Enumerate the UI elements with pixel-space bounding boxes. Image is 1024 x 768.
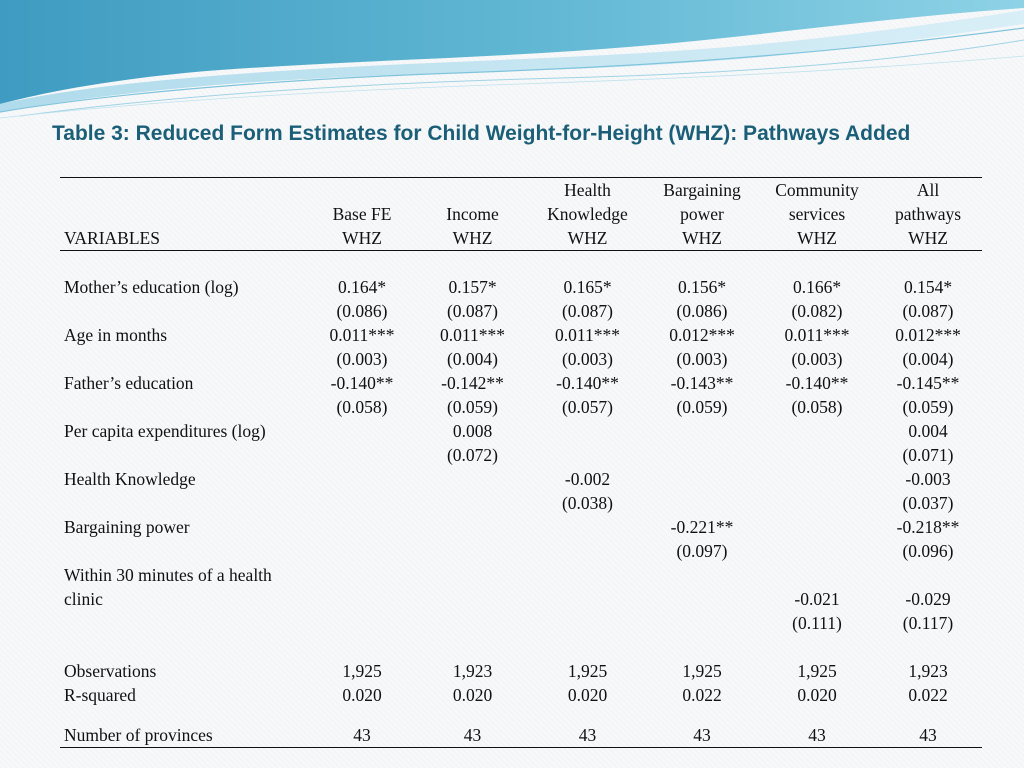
row-label: clinic [64, 589, 103, 609]
table-row [60, 539, 982, 563]
table-cell: (0.057) [561, 397, 614, 417]
table-cell: (0.059) [902, 397, 954, 417]
table-cell: 1,923 [908, 661, 948, 681]
table-cell: (0.111) [792, 613, 842, 633]
header-row [60, 178, 982, 203]
table-cell [760, 563, 874, 587]
table-cell: Income [446, 204, 499, 224]
row-label [60, 539, 310, 563]
table-cell: 0.012*** [669, 325, 735, 345]
table-cell: (0.072) [446, 445, 499, 465]
header-wave-decoration [0, 0, 1024, 120]
table-cell: (0.059) [676, 397, 728, 417]
table-row [60, 587, 982, 611]
table-cell: 43 [414, 723, 531, 748]
table-cell [531, 443, 644, 467]
table-cell [310, 178, 414, 203]
table-cell: 0.156* [677, 277, 727, 297]
table-cell: power [680, 204, 724, 224]
row-label: Within 30 minutes of a health [64, 565, 272, 585]
table-cell [531, 515, 644, 539]
table-cell: 1,925 [682, 661, 722, 681]
table-cell: (0.059) [446, 397, 499, 417]
regression-table [60, 177, 982, 748]
row-label [60, 491, 310, 515]
table-cell [310, 539, 414, 563]
table-cell: (0.117) [902, 613, 954, 633]
table-cell: 0.022 [908, 685, 948, 705]
table-cell: (0.037) [902, 493, 954, 513]
table-cell: (0.086) [676, 301, 728, 321]
table-cell [310, 587, 414, 611]
table-cell: 0.012*** [895, 325, 961, 345]
slide-title: Table 3: Reduced Form Estimates for Child Weight-for-Height (WHZ): Pathways Added [52, 122, 911, 145]
table-cell: (0.096) [902, 541, 954, 561]
table-cell: 1,923 [452, 661, 493, 681]
table-cell [310, 563, 414, 587]
table-cell [760, 443, 874, 467]
row-label [60, 178, 310, 203]
table-cell: 0.166* [792, 277, 842, 297]
table-cell [414, 178, 531, 203]
row-label [60, 202, 310, 226]
stat-row [60, 723, 982, 748]
table-cell: (0.003) [561, 349, 614, 369]
table-cell: (0.087) [561, 301, 614, 321]
table-cell: 0.011*** [329, 325, 395, 345]
table-cell [310, 467, 414, 491]
table-cell: 0.020 [342, 685, 382, 705]
table-row [60, 371, 982, 395]
table-cell [644, 491, 760, 515]
table-cell: WHZ [531, 226, 644, 251]
table-row [60, 323, 982, 347]
table-cell: (0.058) [336, 397, 388, 417]
table-cell: 0.004 [908, 421, 948, 441]
row-label [60, 299, 310, 323]
table-cell: (0.003) [791, 349, 843, 369]
table-cell: WHZ [644, 226, 760, 251]
table-cell: -0.029 [905, 589, 951, 609]
table-cell: -0.002 [564, 469, 611, 489]
table-cell [760, 539, 874, 563]
table-cell [874, 563, 982, 587]
row-label: Mother’s education (log) [64, 277, 239, 297]
table-cell [760, 419, 874, 443]
table-cell [644, 587, 760, 611]
table-cell: (0.003) [676, 349, 728, 369]
table-cell [414, 587, 531, 611]
row-label: Observations [64, 661, 157, 681]
table-row [60, 515, 982, 539]
table-cell: 0.164* [337, 277, 387, 297]
table-cell [644, 443, 760, 467]
table-row [60, 395, 982, 419]
table-cell: Bargaining [644, 178, 760, 203]
table-cell [644, 419, 760, 443]
table-cell: -0.140** [330, 373, 394, 393]
table-cell [760, 467, 874, 491]
table-cell: 0.011*** [784, 325, 850, 345]
table-cell: -0.143** [670, 373, 734, 393]
table-cell [310, 443, 414, 467]
row-label [60, 347, 310, 371]
header-row [60, 202, 982, 226]
table-cell [531, 539, 644, 563]
spacer-row [60, 251, 982, 276]
row-label [60, 443, 310, 467]
row-label [60, 611, 310, 635]
table-cell [414, 611, 531, 635]
table-cell: WHZ [414, 226, 531, 251]
table-row [60, 347, 982, 371]
stat-row [60, 659, 982, 683]
table-row [60, 563, 982, 587]
table-cell [644, 563, 760, 587]
table-cell: 0.157* [448, 277, 497, 297]
table-cell: -0.142** [441, 373, 504, 393]
table-cell: pathways [894, 204, 962, 224]
table-cell: (0.058) [791, 397, 843, 417]
table-cell: (0.071) [902, 445, 954, 465]
row-label [60, 395, 310, 419]
table-cell [414, 515, 531, 539]
table-cell: (0.086) [336, 301, 388, 321]
table-row [60, 275, 982, 299]
table-cell [531, 587, 644, 611]
row-label: Per capita expenditures (log) [64, 421, 266, 441]
table-cell: 0.165* [563, 277, 612, 297]
table-cell: (0.003) [336, 349, 388, 369]
table-body [60, 178, 982, 748]
row-label: Number of provinces [60, 723, 310, 748]
table-cell: 1,925 [342, 661, 382, 681]
table-row [60, 467, 982, 491]
table-cell: 43 [874, 723, 982, 748]
table-cell: WHZ [310, 226, 414, 251]
table-cell: services [788, 204, 846, 224]
table-cell: 0.011*** [555, 325, 620, 345]
table-cell [760, 515, 874, 539]
table-cell: (0.087) [446, 301, 499, 321]
table-cell: WHZ [874, 226, 982, 251]
table-cell: -0.145** [896, 373, 960, 393]
table-cell [760, 491, 874, 515]
table-cell: 0.008 [452, 421, 493, 441]
table-cell: 43 [310, 723, 414, 748]
table-cell: WHZ [760, 226, 874, 251]
table-cell: Community [760, 178, 874, 203]
table-cell: 0.011*** [440, 325, 505, 345]
table-cell: 43 [644, 723, 760, 748]
table-cell: -0.003 [905, 469, 951, 489]
table-cell: Base FE [332, 204, 392, 224]
table-cell: 43 [531, 723, 644, 748]
header-row [60, 226, 982, 251]
table-cell: 0.020 [567, 685, 608, 705]
stat-row [60, 683, 982, 707]
table-cell [414, 539, 531, 563]
table-cell [310, 491, 414, 515]
row-label: R-squared [64, 685, 136, 705]
spacer-row [60, 635, 982, 659]
table-cell: (0.038) [561, 493, 614, 513]
table-cell [310, 611, 414, 635]
table-cell: -0.140** [785, 373, 849, 393]
table-cell [531, 563, 644, 587]
table-cell: 1,925 [567, 661, 608, 681]
table-cell [414, 491, 531, 515]
table-cell: -0.021 [794, 589, 840, 609]
table-cell: (0.004) [446, 349, 499, 369]
row-label: Father’s education [64, 373, 194, 393]
table-cell [644, 467, 760, 491]
table-row [60, 443, 982, 467]
table-row [60, 419, 982, 443]
table-cell: 43 [760, 723, 874, 748]
spacer-row [60, 707, 982, 723]
table-cell: (0.004) [902, 349, 954, 369]
row-label: Age in months [64, 325, 168, 345]
table-cell [414, 563, 531, 587]
table-cell [414, 467, 531, 491]
table-cell [310, 515, 414, 539]
table-cell [310, 419, 414, 443]
row-label: Health Knowledge [64, 469, 196, 489]
table-cell: 0.020 [452, 685, 493, 705]
table-cell: (0.087) [902, 301, 954, 321]
table-cell: -0.221** [670, 517, 734, 537]
table-cell: -0.140** [556, 373, 619, 393]
table-row [60, 611, 982, 635]
table-row [60, 299, 982, 323]
table-cell: All [874, 178, 982, 203]
table-cell [644, 611, 760, 635]
table-cell: Health [531, 178, 644, 203]
table-cell [531, 611, 644, 635]
row-label: VARIABLES [60, 226, 310, 251]
table-cell: 0.020 [797, 685, 837, 705]
table-cell: 1,925 [797, 661, 837, 681]
row-label: Bargaining power [64, 517, 190, 537]
table-cell: -0.218** [896, 517, 960, 537]
table-cell: Knowledge [547, 204, 628, 224]
table-cell: (0.082) [791, 301, 843, 321]
table-cell: 0.154* [903, 277, 953, 297]
table-row [60, 491, 982, 515]
table-cell [531, 419, 644, 443]
table-cell: (0.097) [676, 541, 728, 561]
table-cell: 0.022 [682, 685, 722, 705]
